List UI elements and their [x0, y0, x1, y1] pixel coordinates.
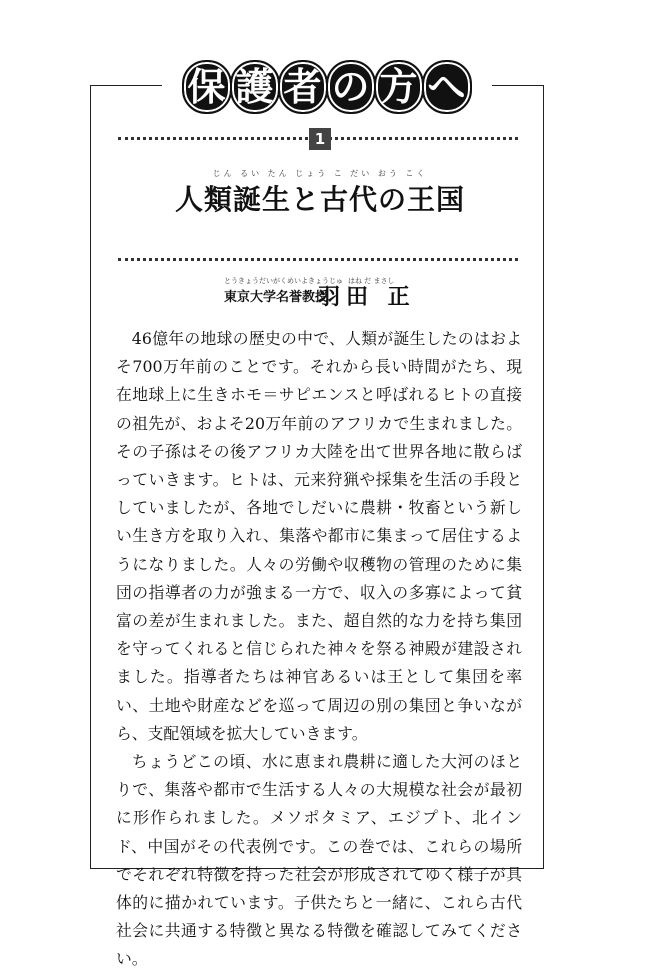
author-name: 羽田 正: [318, 285, 416, 310]
body-paragraph: ちょうどこの頃、水に恵まれ農耕に適した大河のほとりで、集落や都市で生活する人々の大規模な社会が最初に形作られました。メソポタミア、エジプト、北インド、中国がその代表例です。この巻では、これらの場所でそれぞれ特徴を持った社会が形成されてゆく様子が具体的に描かれています。子供たちと一緒に、これら古代社会に共通する特徴と異なる特徴を確認してみてください。: [116, 752, 522, 969]
section-number-badge: 1: [309, 128, 331, 150]
header-char: 護: [230, 60, 280, 114]
header-char: へ: [422, 60, 472, 114]
name-ruby: はね だ まさし: [348, 277, 395, 285]
header-title: [162, 58, 492, 116]
section-title-ruby: じん るい たん じょう こ だい おう こく: [212, 169, 428, 178]
body-paragraph: 46億年の地球の歴史の中で、人類が誕生したのはおよそ700万年前のことです。それから長い時間がたち、現在地球上に生きホモ＝サピエンスと呼ばれるヒトの直接の祖先が、およそ20万年前のアフリカで生まれました。その子孫はその後アフリカ大陸を出て世界各地に散らばっていきます。ヒトは、元来狩猟や採集を生活の手段としていましたが、各地でしだいに農耕・牧畜という新しい生き方を取り入れ、集落や都市に集まって居住するようになりました。人々の労働や収穫物の管理のために集団の指導者の力が強まる一方で、収入の多寡によって貧富の差が生まれました。また、超自然的な力を持ち集団を守ってくれると信じられた神々を祭る神殿が建設されました。指導者たちは神官あるいは王として集団を率い、土地や財産などを巡って周辺の別の集団と争いながら、支配領域を拡大していきます。: [116, 329, 522, 743]
affiliation-ruby: とうきょうだいがくめいよきょうじゅ: [224, 277, 343, 285]
author-affiliation: 東京大学名誉教授: [224, 290, 329, 305]
section-title: 人類誕生と古代の王国: [174, 183, 465, 216]
header-char: の: [326, 60, 376, 114]
body-text: [116, 325, 522, 974]
header-char: 方: [374, 60, 424, 114]
header-char: 保: [182, 60, 232, 114]
dotted-divider-middle: [118, 258, 518, 261]
header-char: 者: [278, 60, 328, 114]
